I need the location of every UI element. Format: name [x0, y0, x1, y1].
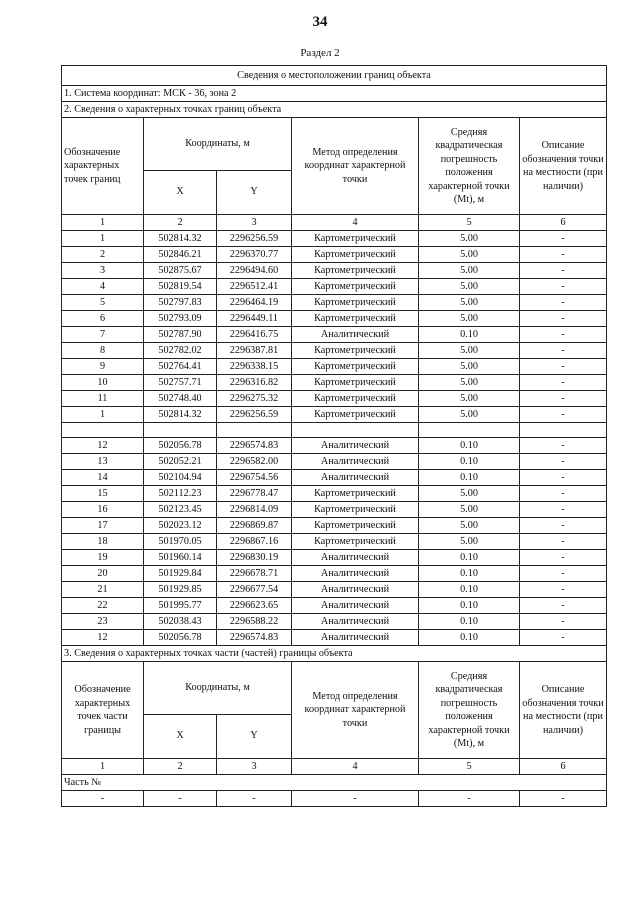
point-number: 18	[62, 534, 144, 550]
error: 0.10	[419, 598, 520, 614]
method: Картометрический	[292, 263, 419, 279]
method: Картометрический	[292, 534, 419, 550]
point-number: 6	[62, 311, 144, 327]
method: Аналитический	[292, 566, 419, 582]
point-number: 1	[62, 407, 144, 423]
y-coord: 2296338.15	[217, 359, 292, 375]
description: -	[520, 470, 607, 486]
method: Аналитический	[292, 470, 419, 486]
boundary-table-wrapper	[61, 65, 606, 807]
description: -	[520, 598, 607, 614]
y-coord: 2296370.77	[217, 247, 292, 263]
y-coord: 2296830.19	[217, 550, 292, 566]
error: 0.10	[419, 630, 520, 646]
error: 5.00	[419, 231, 520, 247]
x-coord: 502797.83	[144, 295, 217, 311]
method: Аналитический	[292, 550, 419, 566]
point-number: 22	[62, 598, 144, 614]
column-number: 2	[144, 215, 217, 231]
table-row	[62, 279, 607, 295]
x-coord: 502748.40	[144, 391, 217, 407]
description: -	[520, 438, 607, 454]
column-number: 4	[292, 215, 419, 231]
error: 5.00	[419, 295, 520, 311]
error: 0.10	[419, 470, 520, 486]
section-label: Раздел 2	[300, 47, 340, 59]
point-number: 3	[62, 263, 144, 279]
error: 5.00	[419, 407, 520, 423]
description: -	[520, 359, 607, 375]
point-number: 19	[62, 550, 144, 566]
part-x: -	[144, 791, 217, 807]
table-row	[62, 375, 607, 391]
description: -	[520, 582, 607, 598]
description: -	[520, 247, 607, 263]
description: -	[520, 391, 607, 407]
column-number: 5	[419, 759, 520, 775]
x-coord: 502038.43	[144, 614, 217, 630]
method: Картометрический	[292, 343, 419, 359]
part1-title-row	[62, 102, 607, 118]
boundary-table-body	[62, 66, 607, 231]
x-coord: 501929.84	[144, 566, 217, 582]
x-coord: 501960.14	[144, 550, 217, 566]
part-column-number-row	[62, 759, 607, 775]
x-coord: 501970.05	[144, 534, 217, 550]
header-row-1	[62, 118, 607, 171]
x-coord: 502846.21	[144, 247, 217, 263]
point-number: 14	[62, 470, 144, 486]
y-coord: 2296754.56	[217, 470, 292, 486]
description: -	[520, 279, 607, 295]
header-error: Средняя квадратическая погрешность положения характерной точки (Mt), м	[419, 118, 520, 215]
description: -	[520, 534, 607, 550]
part-header-designation: Обозначение характерных точек части границы	[62, 662, 144, 759]
description: -	[520, 343, 607, 359]
x-coord: 502875.67	[144, 263, 217, 279]
y-coord: 2296316.82	[217, 375, 292, 391]
part-header-coords: Координаты, м	[144, 662, 292, 715]
blank-row	[62, 423, 607, 438]
error: 5.00	[419, 502, 520, 518]
method: Картометрический	[292, 279, 419, 295]
table-row	[62, 566, 607, 582]
method: Картометрический	[292, 231, 419, 247]
description: -	[520, 311, 607, 327]
x-coord: 502023.12	[144, 518, 217, 534]
table-row	[62, 407, 607, 423]
column-number: 3	[217, 759, 292, 775]
y-coord: 2296867.16	[217, 534, 292, 550]
error: 5.00	[419, 263, 520, 279]
table-row	[62, 502, 607, 518]
part-data-row	[62, 791, 607, 807]
x-coord: 502764.41	[144, 359, 217, 375]
point-number: 9	[62, 359, 144, 375]
coord-system-row	[62, 86, 607, 102]
part-header-y: Y	[217, 714, 292, 758]
description: -	[520, 614, 607, 630]
point-number: 12	[62, 630, 144, 646]
table-row	[62, 247, 607, 263]
table-row	[62, 582, 607, 598]
y-coord: 2296449.11	[217, 311, 292, 327]
x-coord: 502757.71	[144, 375, 217, 391]
x-coord: 501995.77	[144, 598, 217, 614]
description: -	[520, 566, 607, 582]
table-row	[62, 630, 607, 646]
error: 5.00	[419, 486, 520, 502]
column-number-row	[62, 215, 607, 231]
column-number: 1	[62, 759, 144, 775]
points-block-2	[62, 438, 607, 646]
y-coord: 2296588.22	[217, 614, 292, 630]
error: 5.00	[419, 311, 520, 327]
header-designation: Обозначение характерных точек границ	[62, 118, 144, 215]
method: Аналитический	[292, 454, 419, 470]
x-coord: 502814.32	[144, 407, 217, 423]
y-coord: 2296623.65	[217, 598, 292, 614]
description: -	[520, 486, 607, 502]
description: -	[520, 454, 607, 470]
part-section	[62, 646, 607, 807]
error: 5.00	[419, 247, 520, 263]
part-y: -	[217, 791, 292, 807]
table-row	[62, 518, 607, 534]
description: -	[520, 630, 607, 646]
column-number: 5	[419, 215, 520, 231]
header-y: Y	[217, 170, 292, 214]
table-row	[62, 470, 607, 486]
description: -	[520, 327, 607, 343]
y-coord: 2296574.83	[217, 630, 292, 646]
error: 0.10	[419, 614, 520, 630]
table-row	[62, 295, 607, 311]
error: 5.00	[419, 534, 520, 550]
y-coord: 2296512.41	[217, 279, 292, 295]
column-number: 1	[62, 215, 144, 231]
method: Аналитический	[292, 582, 419, 598]
table-row	[62, 454, 607, 470]
method: Картометрический	[292, 359, 419, 375]
method: Картометрический	[292, 311, 419, 327]
points-block-1	[62, 231, 607, 423]
column-number: 4	[292, 759, 419, 775]
error: 5.00	[419, 391, 520, 407]
table-title-row	[62, 66, 607, 86]
y-coord: 2296387.81	[217, 343, 292, 359]
point-number: 21	[62, 582, 144, 598]
x-coord: 502814.32	[144, 231, 217, 247]
error: 5.00	[419, 518, 520, 534]
method: Картометрический	[292, 295, 419, 311]
part-description: -	[520, 791, 607, 807]
part1-title: 2. Сведения о характерных точках границ объекта	[62, 102, 607, 118]
error: 5.00	[419, 279, 520, 295]
error: 5.00	[419, 359, 520, 375]
blank-cell	[292, 423, 419, 438]
point-number: 23	[62, 614, 144, 630]
y-coord: 2296869.87	[217, 518, 292, 534]
column-number: 6	[520, 215, 607, 231]
part-point-number: -	[62, 791, 144, 807]
error: 0.10	[419, 454, 520, 470]
method: Картометрический	[292, 247, 419, 263]
point-number: 17	[62, 518, 144, 534]
method: Аналитический	[292, 630, 419, 646]
y-coord: 2296256.59	[217, 231, 292, 247]
point-number: 12	[62, 438, 144, 454]
table-row	[62, 486, 607, 502]
part2-title: 3. Сведения о характерных точках части (частей) границы объекта	[62, 646, 607, 662]
x-coord: 502112.23	[144, 486, 217, 502]
point-number: 2	[62, 247, 144, 263]
blank-cell	[217, 423, 292, 438]
point-number: 15	[62, 486, 144, 502]
coord-system: 1. Система координат: МСК - 36, зона 2	[62, 86, 607, 102]
point-number: 13	[62, 454, 144, 470]
method: Картометрический	[292, 486, 419, 502]
error: 0.10	[419, 582, 520, 598]
y-coord: 2296256.59	[217, 407, 292, 423]
method: Картометрический	[292, 375, 419, 391]
blank-cell	[144, 423, 217, 438]
method: Картометрический	[292, 391, 419, 407]
x-coord: 502782.02	[144, 343, 217, 359]
part-method: -	[292, 791, 419, 807]
point-number: 11	[62, 391, 144, 407]
table-row	[62, 391, 607, 407]
header-description: Описание обозначения точки на местности (при наличии)	[520, 118, 607, 215]
method: Аналитический	[292, 438, 419, 454]
header-coords: Координаты, м	[144, 118, 292, 171]
description: -	[520, 518, 607, 534]
part-label-row	[62, 775, 607, 791]
blank-cell	[520, 423, 607, 438]
method: Аналитический	[292, 598, 419, 614]
point-number: 16	[62, 502, 144, 518]
description: -	[520, 407, 607, 423]
part-header-method: Метод определения координат характерной точки	[292, 662, 419, 759]
x-coord: 502056.78	[144, 630, 217, 646]
error: 0.10	[419, 550, 520, 566]
y-coord: 2296416.75	[217, 327, 292, 343]
method: Картометрический	[292, 407, 419, 423]
table-row	[62, 438, 607, 454]
table-row	[62, 231, 607, 247]
point-number: 4	[62, 279, 144, 295]
description: -	[520, 263, 607, 279]
method: Аналитический	[292, 614, 419, 630]
table-row	[62, 534, 607, 550]
table-row	[62, 343, 607, 359]
header-method: Метод определения координат характерной точки	[292, 118, 419, 215]
blank-separator	[62, 423, 607, 438]
table-title: Сведения о местоположении границ объекта	[62, 66, 607, 86]
table-row	[62, 598, 607, 614]
x-coord: 501929.85	[144, 582, 217, 598]
x-coord: 502052.21	[144, 454, 217, 470]
column-number: 2	[144, 759, 217, 775]
x-coord: 502104.94	[144, 470, 217, 486]
x-coord: 502056.78	[144, 438, 217, 454]
part-error: -	[419, 791, 520, 807]
error: 0.10	[419, 327, 520, 343]
description: -	[520, 502, 607, 518]
header-x: X	[144, 170, 217, 214]
point-number: 20	[62, 566, 144, 582]
blank-cell	[419, 423, 520, 438]
y-coord: 2296677.54	[217, 582, 292, 598]
x-coord: 502123.45	[144, 502, 217, 518]
error: 0.10	[419, 438, 520, 454]
point-number: 1	[62, 231, 144, 247]
boundary-table	[61, 65, 607, 807]
column-number: 6	[520, 759, 607, 775]
part-header-description: Описание обозначения точки на местности (при наличии)	[520, 662, 607, 759]
point-number: 5	[62, 295, 144, 311]
point-number: 10	[62, 375, 144, 391]
y-coord: 2296574.83	[217, 438, 292, 454]
blank-cell	[62, 423, 144, 438]
x-coord: 502819.54	[144, 279, 217, 295]
error: 5.00	[419, 375, 520, 391]
x-coord: 502793.09	[144, 311, 217, 327]
y-coord: 2296678.71	[217, 566, 292, 582]
column-number: 3	[217, 215, 292, 231]
part-header-error: Средняя квадратическая погрешность положения характерной точки (Mt), м	[419, 662, 520, 759]
page-number: 34	[312, 14, 328, 30]
y-coord: 2296464.19	[217, 295, 292, 311]
part-label: Часть №	[62, 775, 607, 791]
description: -	[520, 295, 607, 311]
y-coord: 2296275.32	[217, 391, 292, 407]
table-row	[62, 263, 607, 279]
y-coord: 2296494.60	[217, 263, 292, 279]
table-row	[62, 311, 607, 327]
x-coord: 502787.90	[144, 327, 217, 343]
y-coord: 2296582.00	[217, 454, 292, 470]
part2-title-row	[62, 646, 607, 662]
description: -	[520, 231, 607, 247]
part-header-row-1	[62, 662, 607, 715]
point-number: 7	[62, 327, 144, 343]
y-coord: 2296814.09	[217, 502, 292, 518]
y-coord: 2296778.47	[217, 486, 292, 502]
method: Картометрический	[292, 518, 419, 534]
table-row	[62, 550, 607, 566]
point-number: 8	[62, 343, 144, 359]
method: Аналитический	[292, 327, 419, 343]
error: 5.00	[419, 343, 520, 359]
method: Картометрический	[292, 502, 419, 518]
description: -	[520, 375, 607, 391]
description: -	[520, 550, 607, 566]
part-header-x: X	[144, 714, 217, 758]
error: 0.10	[419, 566, 520, 582]
table-row	[62, 359, 607, 375]
table-row	[62, 614, 607, 630]
table-row	[62, 327, 607, 343]
